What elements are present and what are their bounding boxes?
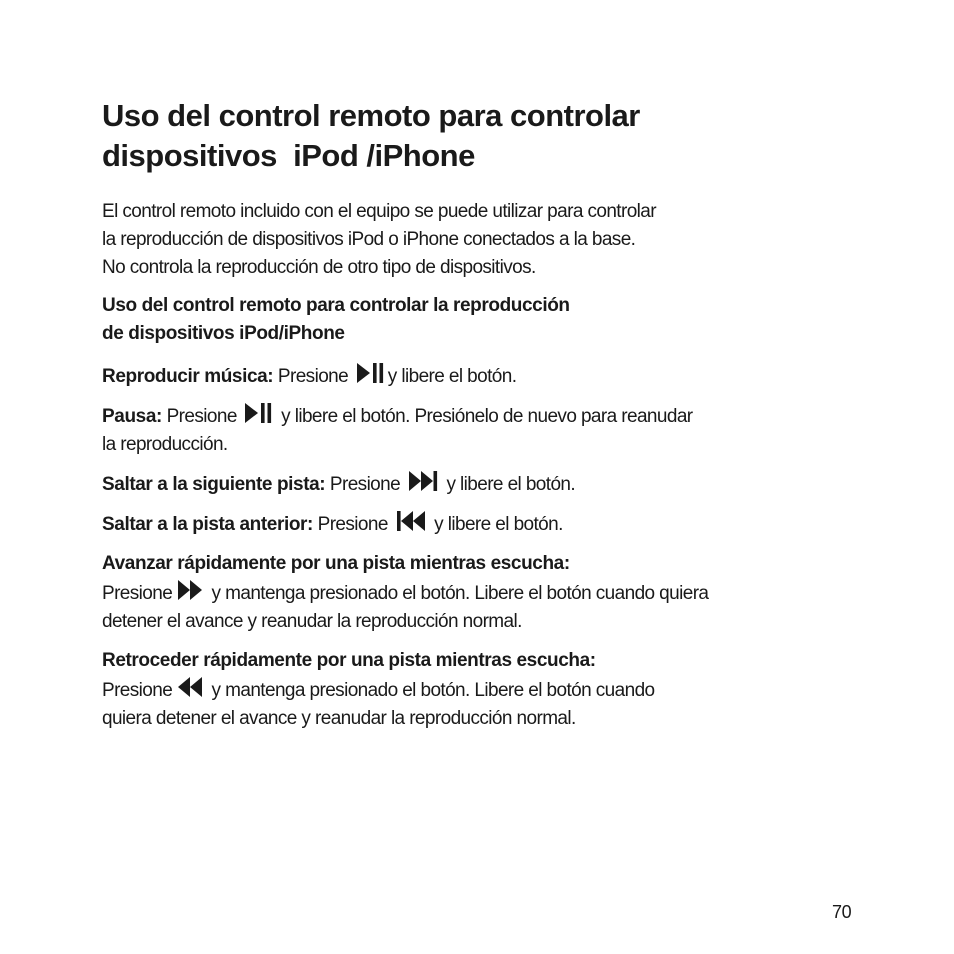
instruction-previous-track bbox=[102, 509, 862, 539]
instruction-ff-line-3: detener el avance y reanudar la reproducción normal. bbox=[102, 611, 522, 632]
instruction-rewind bbox=[102, 647, 862, 733]
instruction-rw-after: y mantenga presionado el botón. Libere el botón cuando bbox=[206, 680, 655, 701]
instruction-pause bbox=[102, 401, 862, 459]
instruction-ff-before: Presione bbox=[102, 583, 177, 604]
previous-track-icon bbox=[396, 509, 428, 533]
instruction-pause-before: Presione bbox=[161, 406, 242, 427]
section-subheading bbox=[102, 292, 862, 348]
next-track-icon bbox=[408, 469, 440, 493]
instruction-next-label: Saltar a la siguiente pista: bbox=[102, 474, 326, 495]
subheading-line-2: de dispositivos iPod/iPhone bbox=[102, 323, 345, 344]
instruction-pause-after: y libere el botón. Presiónelo de nuevo para reanudar bbox=[276, 406, 693, 427]
fast-forward-icon bbox=[177, 578, 205, 602]
instruction-previous-after: y libere el botón. bbox=[429, 514, 563, 535]
instruction-play-after: y libere el botón. bbox=[387, 366, 517, 387]
instruction-previous-before: Presione bbox=[312, 514, 393, 535]
instruction-ff-label: Avanzar rápidamente por una pista mientras escucha: bbox=[102, 553, 570, 574]
instruction-rw-line-3: quiera detener el avance y reanudar la reproducción normal. bbox=[102, 708, 576, 729]
instruction-ff-after: y mantenga presionado el botón. Libere el botón cuando quiera bbox=[206, 583, 709, 604]
play-pause-icon bbox=[356, 361, 386, 385]
play-pause-icon bbox=[244, 401, 274, 425]
page-title-line-2: dispositivos iPod /iPhone bbox=[102, 138, 475, 173]
page-title-line-1: Uso del control remoto para controlar bbox=[102, 98, 640, 133]
instruction-fast-forward bbox=[102, 550, 862, 636]
instruction-next-track bbox=[102, 469, 862, 499]
page-number: 70 bbox=[832, 902, 852, 922]
instruction-ff-label-line bbox=[102, 550, 862, 578]
intro-line-1: El control remoto incluido con el equipo se puede utilizar para controlar bbox=[102, 201, 656, 222]
subheading-line-1: Uso del control remoto para controlar la reproducción bbox=[102, 295, 570, 316]
instruction-pause-line-2: la reproducción. bbox=[102, 434, 228, 455]
intro-line-3: No controla la reproducción de otro tipo de dispositivos. bbox=[102, 257, 536, 278]
instruction-rw-label: Retroceder rápidamente por una pista mientras escucha: bbox=[102, 650, 596, 671]
intro-paragraph bbox=[102, 198, 842, 282]
instruction-pause-label: Pausa: bbox=[102, 406, 162, 427]
instruction-previous-label: Saltar a la pista anterior: bbox=[102, 514, 313, 535]
instruction-rw-label-line bbox=[102, 647, 862, 675]
rewind-icon bbox=[177, 675, 205, 699]
instruction-next-after: y libere el botón. bbox=[441, 474, 576, 495]
instruction-play-label: Reproducir música: bbox=[102, 366, 274, 387]
instruction-next-before: Presione bbox=[325, 474, 405, 495]
page-title bbox=[102, 96, 862, 176]
intro-line-2: la reproducción de dispositivos iPod o iPhone conectados a la base. bbox=[102, 229, 636, 250]
instruction-play bbox=[102, 361, 862, 391]
instruction-play-before: Presione bbox=[273, 366, 353, 387]
instruction-rw-before: Presione bbox=[102, 680, 177, 701]
